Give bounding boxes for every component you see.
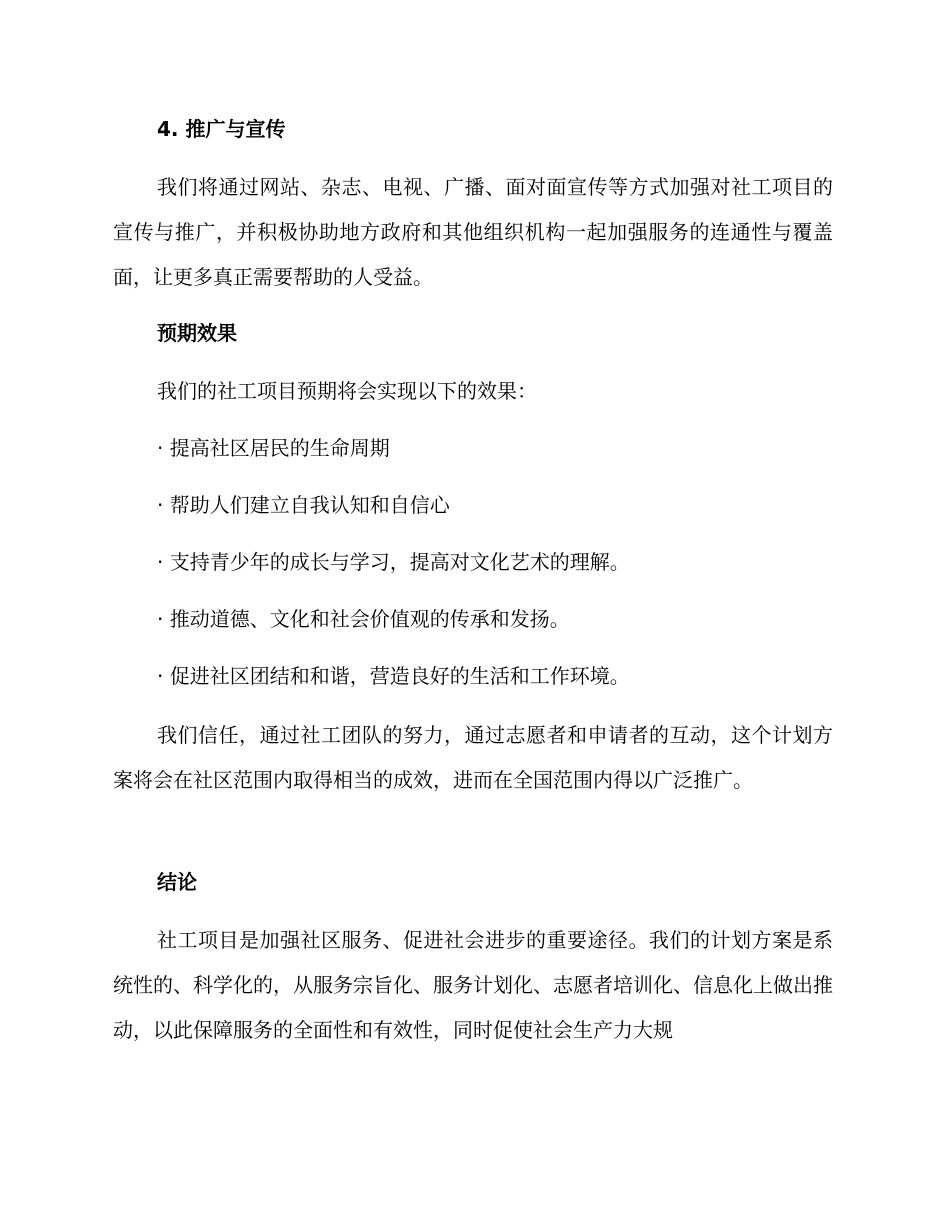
effects-list-item: · 支持青少年的成长与学习，提高对文化艺术的理解。 bbox=[157, 550, 630, 574]
section-heading-conclusion: 结论 bbox=[157, 870, 197, 894]
effects-list-item: · 推动道德、文化和社会价值观的传承和发扬。 bbox=[157, 607, 570, 631]
effects-list-item: · 提高社区居民的生命周期 bbox=[157, 436, 390, 460]
effects-intro: 我们的社工项目预期将会实现以下的效果： bbox=[157, 379, 537, 403]
section-heading-expected-effects: 预期效果 bbox=[157, 321, 237, 345]
trust-paragraph: 我们信任，通过社工团队的努力，通过志愿者和申请者的互动，这个计划方案将会在社区范围内取得相当的成效，进而在全国范围内得以广泛推广。 bbox=[113, 723, 833, 792]
effects-list-item: · 促进社区团结和和谐，营造良好的生活和工作环境。 bbox=[157, 664, 630, 688]
effects-list-item: · 帮助人们建立自我认知和自信心 bbox=[157, 493, 450, 517]
conclusion-paragraph: 社工项目是加强社区服务、促进社会进步的重要途径。我们的计划方案是系统性的、科学化的，从服务宗旨化、服务计划化、志愿者培训化、信息化上做出推动，以此保障服务的全面性和有效性，同时促使社会生产力大规 bbox=[113, 928, 833, 1042]
section-heading-promotion: 4. 推广与宣传 bbox=[157, 117, 286, 141]
promotion-paragraph: 我们将通过网站、杂志、电视、广播、面对面宣传等方式加强对社工项目的宣传与推广，并积极协助地方政府和其他组织机构一起加强服务的连通性与覆盖面，让更多真正需要帮助的人受益。 bbox=[113, 175, 833, 289]
